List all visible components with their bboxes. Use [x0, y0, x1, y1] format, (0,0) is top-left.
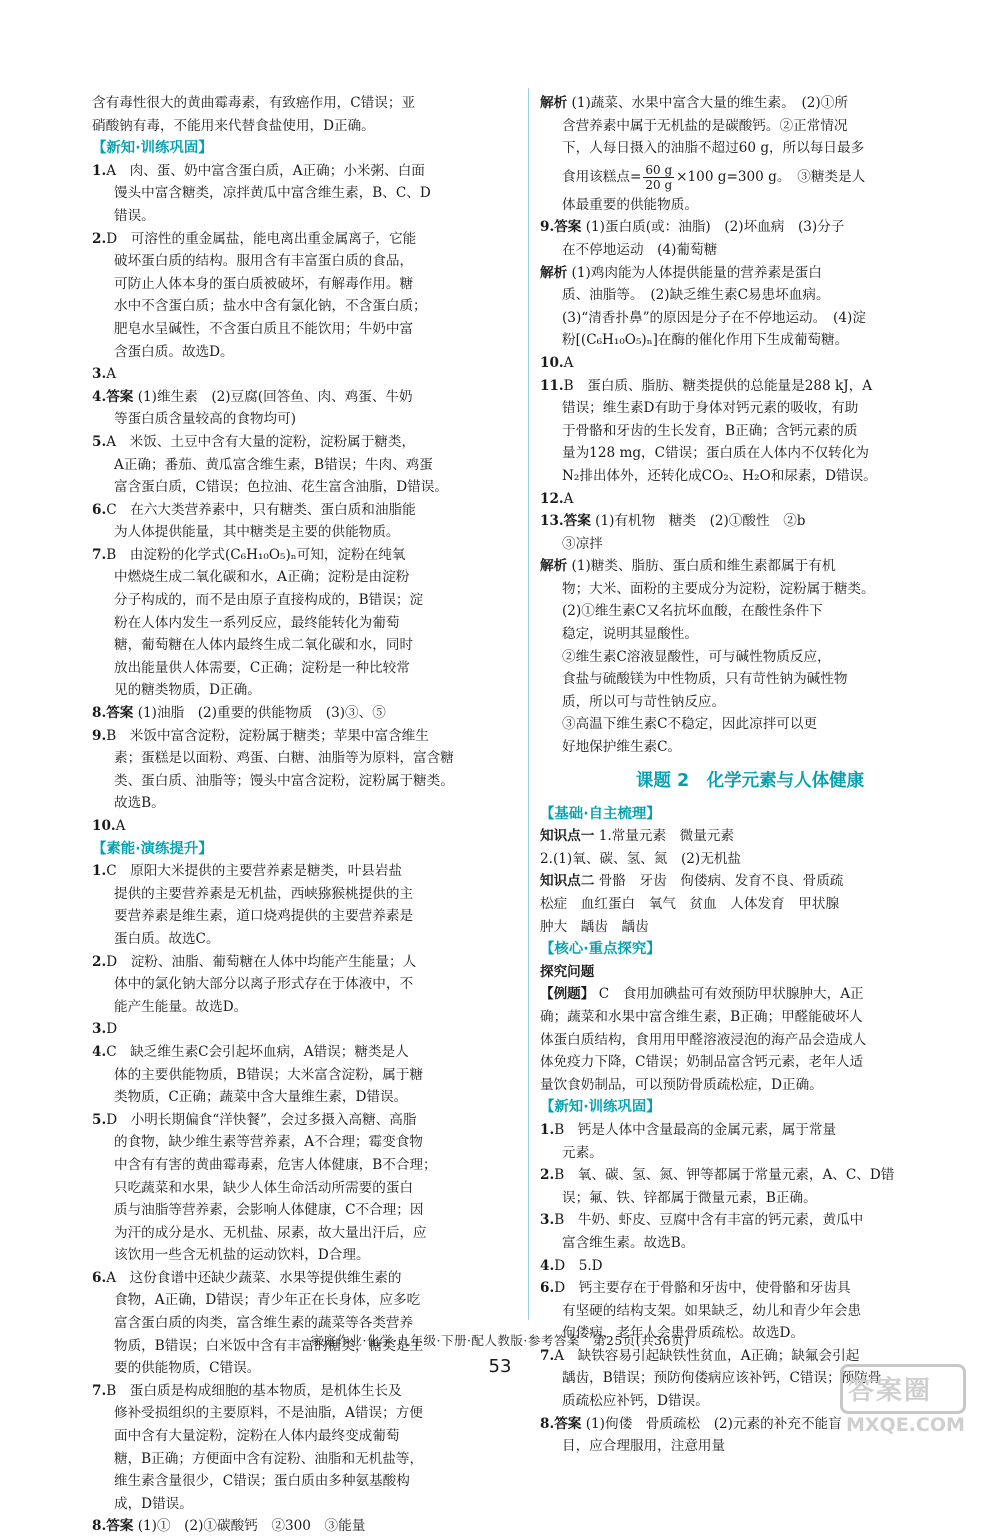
answer-line: 见的糖类物质，D正确。 [114, 682, 261, 699]
answer-item [540, 375, 960, 398]
answer-line: 放出能量供人体需要，C正确；淀粉是一种比较常 [114, 659, 410, 676]
answer-line: (2)①维生素C又名抗坏血酸，在酸性条件下 [562, 603, 823, 620]
item-text: D 钙主要存在于骨骼和牙齿中，使骨骼和牙齿具 [554, 1280, 851, 1297]
item-number: 3. [92, 1021, 107, 1038]
answer-line: 确；蔬菜和水果中富含维生素，B正确；甲醛能破坏人 [540, 1008, 863, 1025]
item-text: 1.常量元素 微量元素 [598, 828, 735, 845]
item-text: D 可溶性的重金属盐，能电离出重金属离子，它能 [106, 230, 417, 247]
answer-label: 答案 [106, 388, 134, 405]
answer-line: 只吃蔬菜和水果，缺少人体生命活动所需要的蛋白 [114, 1179, 414, 1196]
answer-line: 食物，A正确，D错误；青少年正在长身体，应多吃 [114, 1292, 421, 1309]
answer-line: 维生素含量很少，C错误；蛋白质由多种氨基酸构 [114, 1473, 410, 1490]
item-number: 4. [92, 1043, 107, 1060]
item-number: 7. [92, 1382, 107, 1399]
answer-line: 故选B。 [114, 795, 165, 812]
answer-line: 体中的氯化钠大部分以离子形式存在于体液中，不 [114, 976, 414, 993]
answer-line: 素；蛋糕是以面粉、鸡蛋、白糖、油脂等为原料，富含糖 [114, 750, 454, 767]
section-title: 课题 2 化学元素与人体健康 [635, 770, 865, 791]
item-text: D 小明长期偏食“洋快餐”，会过多摄入高糖、高脂 [106, 1111, 417, 1128]
item-text: A 这份食谱中还缺少蔬菜、水果等提供维生素的 [106, 1269, 402, 1286]
answer-item [92, 1041, 520, 1064]
answer-item [92, 1018, 520, 1041]
answer-line: 质，所以可与苛性钠反应。 [562, 693, 726, 710]
analysis-line [540, 555, 960, 578]
answer-line: 粉在人体内发生一系列反应，最终能转化为葡萄 [114, 614, 400, 631]
answer-line: 量为128 mg，C错误；蛋白质在人体内不仅转化为 [562, 445, 869, 462]
answer-line: 硝酸钠有毒，不能用来代替食盐使用，D正确。 [92, 117, 375, 134]
answer-line: ③高温下维生素C不稳定，因此凉拌可以更 [562, 716, 818, 733]
answer-line: 能产生能量。故选D。 [114, 998, 248, 1015]
item-text: (1)有机物 糖类 (2)①酸性 ②b [595, 513, 806, 530]
answer-line: 可防止人体本身的蛋白质被破坏，有解毒作用。糖 [114, 275, 414, 292]
answer-line: 松症 血红蛋白 氧气 贫血 人体发育 甲状腺 [540, 896, 840, 912]
analysis-line [540, 262, 960, 285]
answer-line: 糖，葡萄糖在人体内最终生成二氧化碳和水，同时 [114, 637, 414, 654]
answer-item [540, 1119, 960, 1142]
answer-line: 物；大米、面粉的主要成分为淀粉，淀粉属于糖类。 [562, 580, 875, 597]
item-number: 3. [540, 1212, 555, 1229]
answer-item [540, 216, 960, 239]
answer-line: 龋齿，B错误；预防佝偻病应该补钙，C错误；预防骨 [562, 1370, 882, 1387]
answer-line: 破坏蛋白质的结构。服用含有丰富蛋白质的食品， [114, 253, 414, 270]
answer-line: 在不停地运动 (4)葡萄糖 [562, 241, 718, 258]
item-number: 11. [540, 377, 564, 394]
answer-line: ③凉拌 [562, 535, 603, 552]
answer-line: 含蛋白质。故选D。 [114, 343, 234, 360]
answer-item [540, 1255, 960, 1278]
answer-item [540, 352, 960, 375]
item-number: 5. [92, 433, 107, 450]
answer-line: 含营养素中属于无机盐的是碳酸钙。②正常情况 [562, 117, 848, 134]
item-number: 1. [540, 1121, 555, 1138]
item-number: 13. [540, 513, 564, 530]
answer-item [540, 1164, 960, 1187]
answer-item [92, 1380, 520, 1403]
item-number: 6. [92, 501, 107, 518]
answer-line: 的食物，缺少维生素等营养素，A不合理；霉变食物 [114, 1134, 423, 1151]
answer-line: 水中不含蛋白质；盐水中含有氯化钠，不含蛋白质； [114, 298, 427, 315]
answer-line: ②维生素C溶液显酸性，可与碱性物质反应， [562, 648, 831, 665]
item-number: 6. [540, 1280, 555, 1297]
answer-item [540, 1277, 960, 1300]
item-text: 骨骼 牙齿 佝偻病、发育不良、骨质疏 [598, 873, 844, 890]
answer-line: 元素。 [562, 1144, 603, 1161]
answer-line: 蛋白质。故选C。 [114, 930, 220, 947]
answer-label: 答案 [554, 219, 582, 236]
item-text: A 肉、蛋、奶中富含蛋白质，A正确；小米粥、白面 [106, 162, 425, 179]
watermark-url: MXQE.COM [846, 1414, 965, 1436]
formula-suffix: ×100 g=300 g。 ③糖类是人 [676, 168, 866, 185]
answer-line: 肥皂水呈碱性，不含蛋白质且不能饮用；牛奶中富 [114, 320, 414, 337]
item-text: A [106, 366, 117, 383]
section-header-text: 新知·训练巩固 [106, 140, 199, 157]
item-text: D 5.D [554, 1257, 603, 1274]
answer-line: A正确；番茄、黄瓜富含维生素，B错误；牛肉、鸡蛋 [114, 456, 433, 473]
answer-label: 答案 [554, 1415, 582, 1432]
answer-item [92, 860, 520, 883]
item-text: D [106, 1021, 118, 1038]
item-text: (1)鸡肉能为人体提供能量的营养素是蛋白 [571, 264, 822, 281]
item-text: A 缺铁容易引起缺铁性贫血，A正确；缺氟会引起 [554, 1347, 860, 1364]
answer-line: 富含维生素。故选B。 [562, 1234, 695, 1251]
answer-line: 错误。 [114, 207, 155, 224]
analysis-line [540, 92, 960, 115]
answer-label: 答案 [106, 1518, 134, 1535]
answer-line: 中燃烧生成二氧化碳和水，A正确；淀粉是由淀粉 [114, 569, 410, 586]
page-number: 53 [488, 1356, 512, 1377]
answer-line: 体的主要供能物质，B错误；大米富含淀粉，属于糖 [114, 1066, 424, 1083]
answer-item [92, 725, 520, 748]
section-header: 【素能·演练提升】 [92, 840, 213, 857]
answer-line: 佝偻病，老年人会患骨质疏松。故选D。 [562, 1325, 804, 1342]
answer-line: 馒头中富含糖类，凉拌黄瓜中富含维生素，B、C、D [114, 185, 431, 202]
watermark-logo [840, 1362, 990, 1440]
item-text: C 在六大类营养素中，只有糖类、蛋白质和油脂能 [106, 501, 416, 518]
item-text: (1)糖类、脂肪、蛋白质和维生素都属于有机 [571, 558, 836, 575]
section-header: 【新知·训练巩固】 [92, 140, 213, 157]
item-text: C 原阳大米提供的主要营养素是糖类，叶县岩盐 [106, 863, 403, 880]
answer-item [92, 702, 520, 725]
fraction-denominator: 20 g [645, 177, 673, 192]
left-column [92, 92, 520, 1538]
answer-line: 糖，B正确；方便面中含有淀粉、油脂和无机盐等， [114, 1450, 424, 1467]
item-text: B 由淀粉的化学式(C₆H₁₀O₅)ₙ可知，淀粉在纯氧 [106, 546, 406, 563]
item-text: C 缺乏维生素C会引起坏血病，A错误；糖类是人 [106, 1043, 409, 1060]
item-number: 9. [92, 727, 107, 744]
answer-label: 答案 [563, 513, 591, 530]
section-header: 【新知·训练巩固】 [540, 1099, 661, 1116]
answer-item [540, 510, 960, 533]
keyword-label: 解析 [540, 264, 568, 281]
answer-line: 量饮食奶制品，可以预防骨质疏松症，D正确。 [540, 1076, 823, 1093]
answer-line: N₂排出体外，还转化成CO₂、H₂O和尿素，D错误。 [562, 467, 877, 484]
answer-line: 于骨骼和牙齿的生长发育，B正确；含钙元素的质 [562, 422, 858, 439]
answer-line: 面中含有大量淀粉，淀粉在人体内最终变成葡萄 [114, 1428, 400, 1445]
answer-item [92, 228, 520, 251]
item-number: 8. [92, 1518, 107, 1535]
answer-line: 目，应合理服用，注意用量 [562, 1438, 726, 1455]
item-text: A [563, 490, 574, 507]
keyword-label: 【例题】 [540, 986, 595, 1003]
answer-item [92, 386, 520, 409]
answer-line: 肿大 龋齿 龋齿 [540, 918, 649, 935]
keyword-label: 知识点一 [540, 828, 595, 845]
item-text: B 牛奶、虾皮、豆腐中含有丰富的钙元素，黄瓜中 [554, 1212, 864, 1229]
section-header-text: 素能·演练提升 [106, 840, 199, 857]
item-text: (1)蛋白质(或：油脂) (2)坏血病 (3)分子 [585, 219, 845, 236]
formula-line [540, 160, 960, 194]
item-text: C 食用加碘盐可有效预防甲状腺肿大，A正 [598, 986, 864, 1003]
page-footer: 家庭作业·化学·九年级·下册·配人教版·参考答案 第25页(共36页) [310, 1333, 690, 1348]
answer-line: 好地保护维生素C。 [562, 739, 682, 756]
answer-line: 要营养素是维生素，道口烧鸡提供的主要营养素是 [114, 908, 414, 925]
analysis-line [540, 961, 960, 984]
fraction-numerator: 60 g [645, 162, 673, 177]
item-text: A [563, 354, 574, 371]
item-number: 4. [92, 388, 107, 405]
item-number: 1. [92, 162, 107, 179]
answer-line: 该饮用一些含无机盐的运动饮料，D合理。 [114, 1247, 370, 1264]
answer-item [540, 488, 960, 511]
answer-line: 错误；维生素D有助于身体对钙元素的吸收，有助 [562, 400, 859, 417]
answer-line: 物质，B错误；白米饭中含有丰富的糖类，糖类是主 [114, 1337, 424, 1354]
keyword-label: 解析 [540, 558, 568, 575]
answer-line: 类物质，C正确；蔬菜中含大量维生素，D错误。 [114, 1089, 408, 1106]
item-text: A 米饭、土豆中含有大量的淀粉，淀粉属于糖类， [106, 433, 416, 450]
answer-line: 粉[(C₆H₁₀O₅)ₙ]在酶的催化作用下生成葡萄糖。 [562, 332, 849, 349]
item-number: 2. [540, 1167, 555, 1184]
item-text: (1)佝偻 骨质疏松 (2)元素的补充不能盲 [585, 1415, 842, 1432]
item-number: 2. [92, 230, 107, 247]
answer-line: 要的供能物质，C错误。 [114, 1360, 261, 1377]
analysis-line [540, 983, 960, 1006]
answer-line: 成，D错误。 [114, 1495, 193, 1512]
item-text: B 蛋白质、脂肪、糖类提供的总能量是288 kJ，A [563, 377, 873, 394]
item-number: 8. [92, 705, 107, 722]
item-number: 5. [92, 1111, 107, 1128]
answer-line: 中含有有害的黄曲霉毒素，危害人体健康，B不合理； [114, 1156, 437, 1173]
item-text: A [115, 818, 126, 834]
item-text: B 米饭中富含淀粉，淀粉属于糖类；苹果中富含维生 [106, 727, 429, 744]
item-text: (1)① (2)①碳酸钙 ②300 ③能量 [137, 1518, 366, 1535]
item-number: 10. [92, 818, 116, 834]
answer-line: 质与油脂等营养素，会影响人体健康，C不合理；因 [114, 1202, 424, 1219]
item-number: 6. [92, 1269, 107, 1286]
item-number: 1. [92, 863, 107, 880]
answer-item [92, 1267, 520, 1290]
answer-line: 为汗的成分是水、无机盐、尿素，故大量出汗后，应 [114, 1224, 427, 1241]
item-number: 10. [540, 354, 564, 371]
item-text: B 蛋白质是构成细胞的基本物质，是机体生长及 [106, 1382, 402, 1399]
right-column [540, 92, 960, 1458]
item-number: 8. [540, 1415, 555, 1432]
answer-label: 答案 [106, 705, 134, 722]
item-number: 3. [92, 366, 107, 383]
answer-line: 稳定，说明其显酸性。 [562, 626, 698, 643]
answer-item [540, 1209, 960, 1232]
watermark-text: 答案圈 [848, 1376, 933, 1406]
answer-line: 体蛋白质结构，食用用甲醛溶液浸泡的海产品会造成人 [540, 1031, 867, 1048]
answer-line: 误；氟、铁、锌都属于微量元素，B正确。 [562, 1189, 817, 1206]
answer-item [92, 499, 520, 522]
answer-item [92, 1109, 520, 1132]
answer-line: 质、油脂等。 (2)缺乏维生素C易患坏血病。 [562, 287, 830, 304]
analysis-line [540, 870, 960, 893]
answer-item [92, 544, 520, 567]
answer-line: 富含蛋白质，C错误；色拉油、花生富含油脂，D错误。 [114, 479, 448, 496]
item-text: (1)维生素 (2)豆腐(回答鱼、肉、鸡蛋、牛奶 [137, 388, 413, 405]
answer-item [92, 363, 520, 386]
answer-line: 质疏松应补钙，D错误。 [562, 1393, 709, 1410]
answer-line: 提供的主要营养素是无机盐，西峡猕猴桃提供的主 [114, 885, 414, 902]
answer-line: 等蛋白质含量较高的食物均可) [114, 411, 297, 428]
section-header-text: 新知·训练巩固 [554, 1099, 647, 1116]
keyword-label: 知识点二 [540, 873, 595, 890]
column-divider [528, 88, 529, 1320]
answer-line: 有坚硬的结构支架。如果缺乏，幼儿和青少年会患 [562, 1302, 862, 1319]
answer-line: 2.(1)氧、碳、氢、氮 (2)无机盐 [540, 850, 742, 867]
section-header-text: 核心·重点探究 [554, 941, 647, 958]
answer-item [92, 431, 520, 454]
item-text: B 钙是人体中含量最高的金属元素，属于常量 [554, 1121, 837, 1138]
item-number: 9. [540, 219, 555, 236]
fraction [643, 163, 674, 192]
item-number: 12. [540, 490, 564, 507]
item-text: D 淀粉、油脂、葡萄糖在人体中均能产生能量；人 [106, 953, 417, 970]
answer-line: 类、蛋白质、油脂等；馒头中富含淀粉，淀粉属于糖类。 [114, 772, 454, 789]
item-number: 7. [92, 546, 107, 563]
answer-line: 体最重要的供能物质。 [562, 196, 698, 213]
keyword-label: 探究问题 [540, 963, 595, 980]
answer-item [92, 815, 520, 838]
answer-line: 修补受损组织的主要原料，不是油脂，A错误；方便 [114, 1405, 423, 1422]
answer-line: 下，人每日摄入的油脂不超过60 g，所以每日最多 [562, 140, 865, 157]
answer-line: 体免疫力下降，C错误；奶制品富含钙元素，老年人适 [540, 1054, 864, 1071]
item-text: (1)蔬菜、水果中富含大量的维生素。 (2)①所 [571, 95, 848, 111]
answer-line: 为人体提供能量，其中糖类是主要的供能物质。 [114, 524, 400, 541]
section-header: 【基础·自主梳理】 [540, 805, 661, 822]
item-number: 4. [540, 1257, 555, 1274]
formula-prefix: 食用该糕点= [562, 168, 642, 185]
answer-line: 食盐与硫酸镁为中性物质，只有苛性钠为碱性物 [562, 671, 848, 688]
item-number: 2. [92, 953, 107, 970]
keyword-label: 解析 [540, 95, 568, 111]
answer-item [92, 1515, 520, 1538]
answer-line: 富含蛋白质的肉类，富含维生素的蔬菜等各类营养 [114, 1315, 414, 1332]
section-header: 【核心·重点探究】 [540, 941, 661, 958]
item-text: B 氧、碳、氢、氮、钾等都属于常量元素，A、C、D错 [554, 1167, 895, 1184]
analysis-line [540, 825, 960, 848]
answer-line: 含有毒性很大的黄曲霉毒素，有致癌作用，C错误；亚 [92, 95, 416, 111]
section-header-text: 基础·自主梳理 [554, 805, 647, 822]
item-text: (1)油脂 (2)重要的供能物质 (3)③、⑤ [137, 705, 386, 722]
answer-item [92, 951, 520, 974]
answer-item [92, 160, 520, 183]
answer-line: 分子构成的，而不是由原子直接构成的，B错误；淀 [114, 592, 424, 609]
item-number: 7. [540, 1347, 555, 1364]
answer-line: (3)“清香扑鼻”的原因是分子在不停地运动。 (4)淀 [562, 309, 866, 326]
